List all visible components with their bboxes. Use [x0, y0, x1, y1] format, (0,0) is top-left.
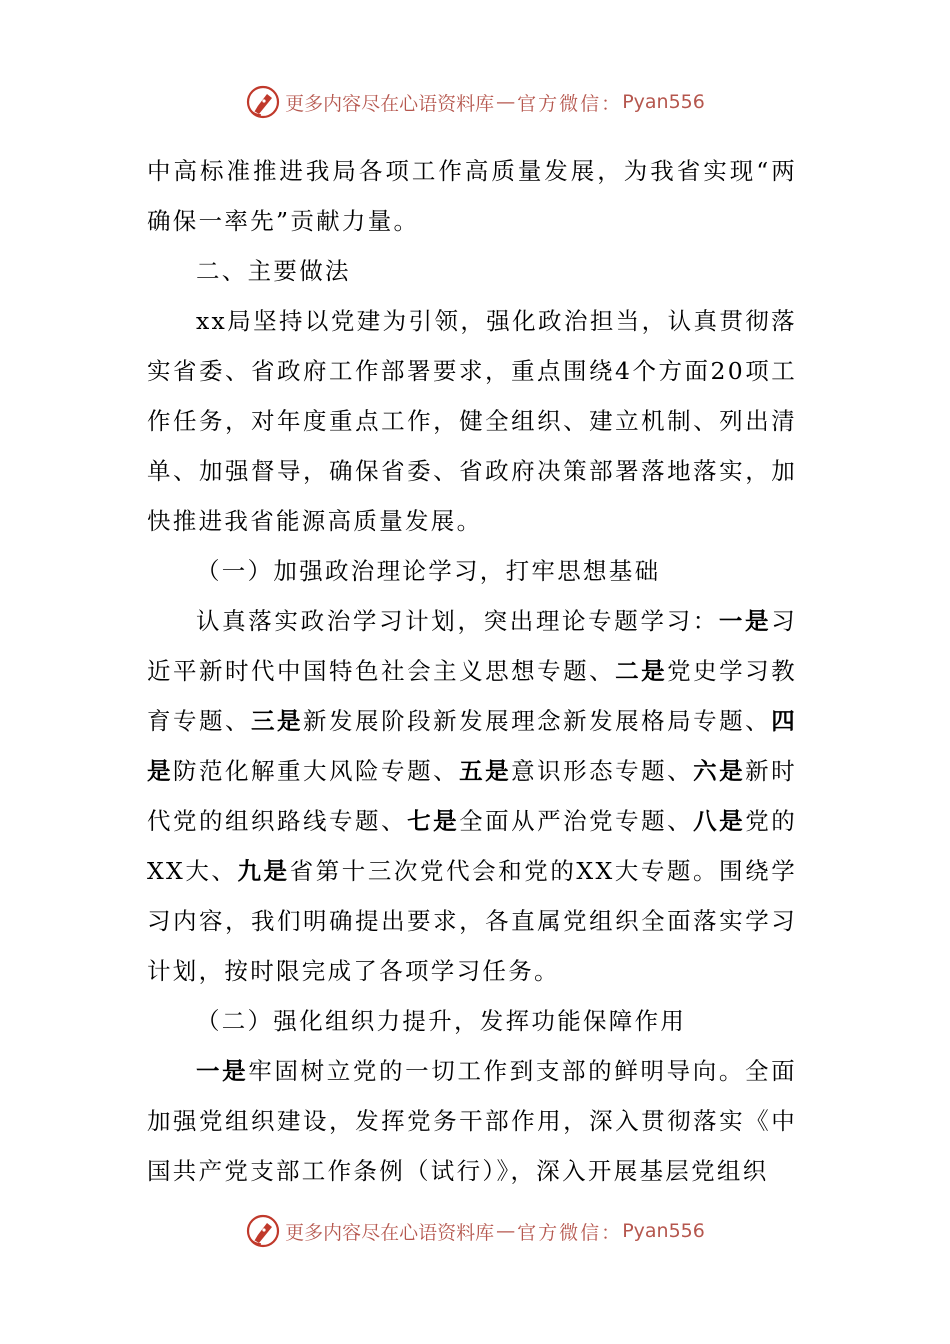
paragraph-theory-topics — [147, 596, 797, 996]
document-body — [147, 146, 797, 1196]
ordinal-emphasis: 七是 — [407, 807, 460, 835]
watermark-wechat-id: Pyan556 — [622, 1220, 705, 1242]
watermark-label: 官方微信： — [517, 1221, 623, 1244]
text-segment: 防范化解重大风险专题、 — [173, 757, 460, 785]
watermark-dash: — — [496, 91, 516, 113]
ordinal-emphasis: 一是 — [718, 607, 772, 635]
watermark-label: 官方微信： — [517, 92, 623, 115]
ordinal-emphasis: 九是 — [237, 857, 290, 885]
text-segment: 习近平新时代中国特色社会主义思想专题、 — [147, 607, 797, 685]
ordinal-emphasis: 四是 — [147, 707, 797, 785]
paragraph-overview: xx局坚持以党建为引领，强化政治担当，认真贯彻落实省委、省政府工作部署要求，重点围绕4个方面20项工作任务，对年度重点工作，健全组织、建立机制、列出清单、加强督导，确保省委、省政府决策部署落地落实，加快推进我省能源高质量发展。 — [147, 307, 797, 535]
text-segment: 牢固树立党的一切工作到支部的鲜明导向。全面加强党组织建设，发挥党务干部作用，深入贯彻落实《中国共产党支部工作条例（试行）》，深入开展基层党组织 — [147, 1057, 797, 1185]
watermark-dash: — — [496, 1220, 516, 1242]
ordinal-emphasis: 五是 — [459, 757, 512, 785]
ordinal-emphasis: 三是 — [251, 707, 304, 735]
text-segment: 新时代党的组织路线专题、 — [147, 757, 797, 835]
paragraph-intro-continuation: 中高标准推进我局各项工作高质量发展，为我省实现“两确保一率先”贡献力量。 — [147, 157, 797, 235]
section-heading-main-practices: 二、主要做法 — [196, 257, 351, 285]
text-segment: 党史学习教育专题、 — [147, 657, 797, 735]
text-segment: 全面从严治党专题、 — [459, 807, 694, 835]
text-segment: 省第十三次党代会和党的XX大专题。围绕学习内容，我们明确提出要求，各直属党组织全面落实学习计划，按时限完成了各项学习任务。 — [147, 857, 797, 985]
watermark-header — [0, 82, 950, 122]
watermark-wechat-id: Pyan556 — [622, 91, 705, 113]
pen-nib-logo-icon — [245, 1213, 281, 1249]
watermark-brand: 更多内容尽在心语资料库 — [285, 1221, 495, 1244]
subheading-organizational-strength: （二）强化组织力提升，发挥功能保障作用 — [196, 1007, 687, 1035]
text-segment: 新发展阶段新发展理念新发展格局专题、 — [303, 707, 772, 735]
pen-nib-logo-icon — [245, 84, 281, 120]
ordinal-emphasis: 六是 — [693, 757, 746, 785]
watermark-footer — [0, 1211, 950, 1251]
text-segment: 认真落实政治学习计划，突出理论专题学习： — [196, 607, 719, 635]
text-segment: 党的XX大、 — [147, 807, 797, 885]
watermark-brand: 更多内容尽在心语资料库 — [285, 92, 495, 115]
ordinal-emphasis: 一是 — [196, 1057, 249, 1085]
ordinal-emphasis: 八是 — [693, 807, 746, 835]
subheading-political-theory-study: （一）加强政治理论学习，打牢思想基础 — [196, 557, 661, 585]
ordinal-emphasis: 二是 — [615, 657, 668, 685]
paragraph-branch-orientation — [147, 1046, 797, 1196]
text-segment: 意识形态专题、 — [511, 757, 694, 785]
